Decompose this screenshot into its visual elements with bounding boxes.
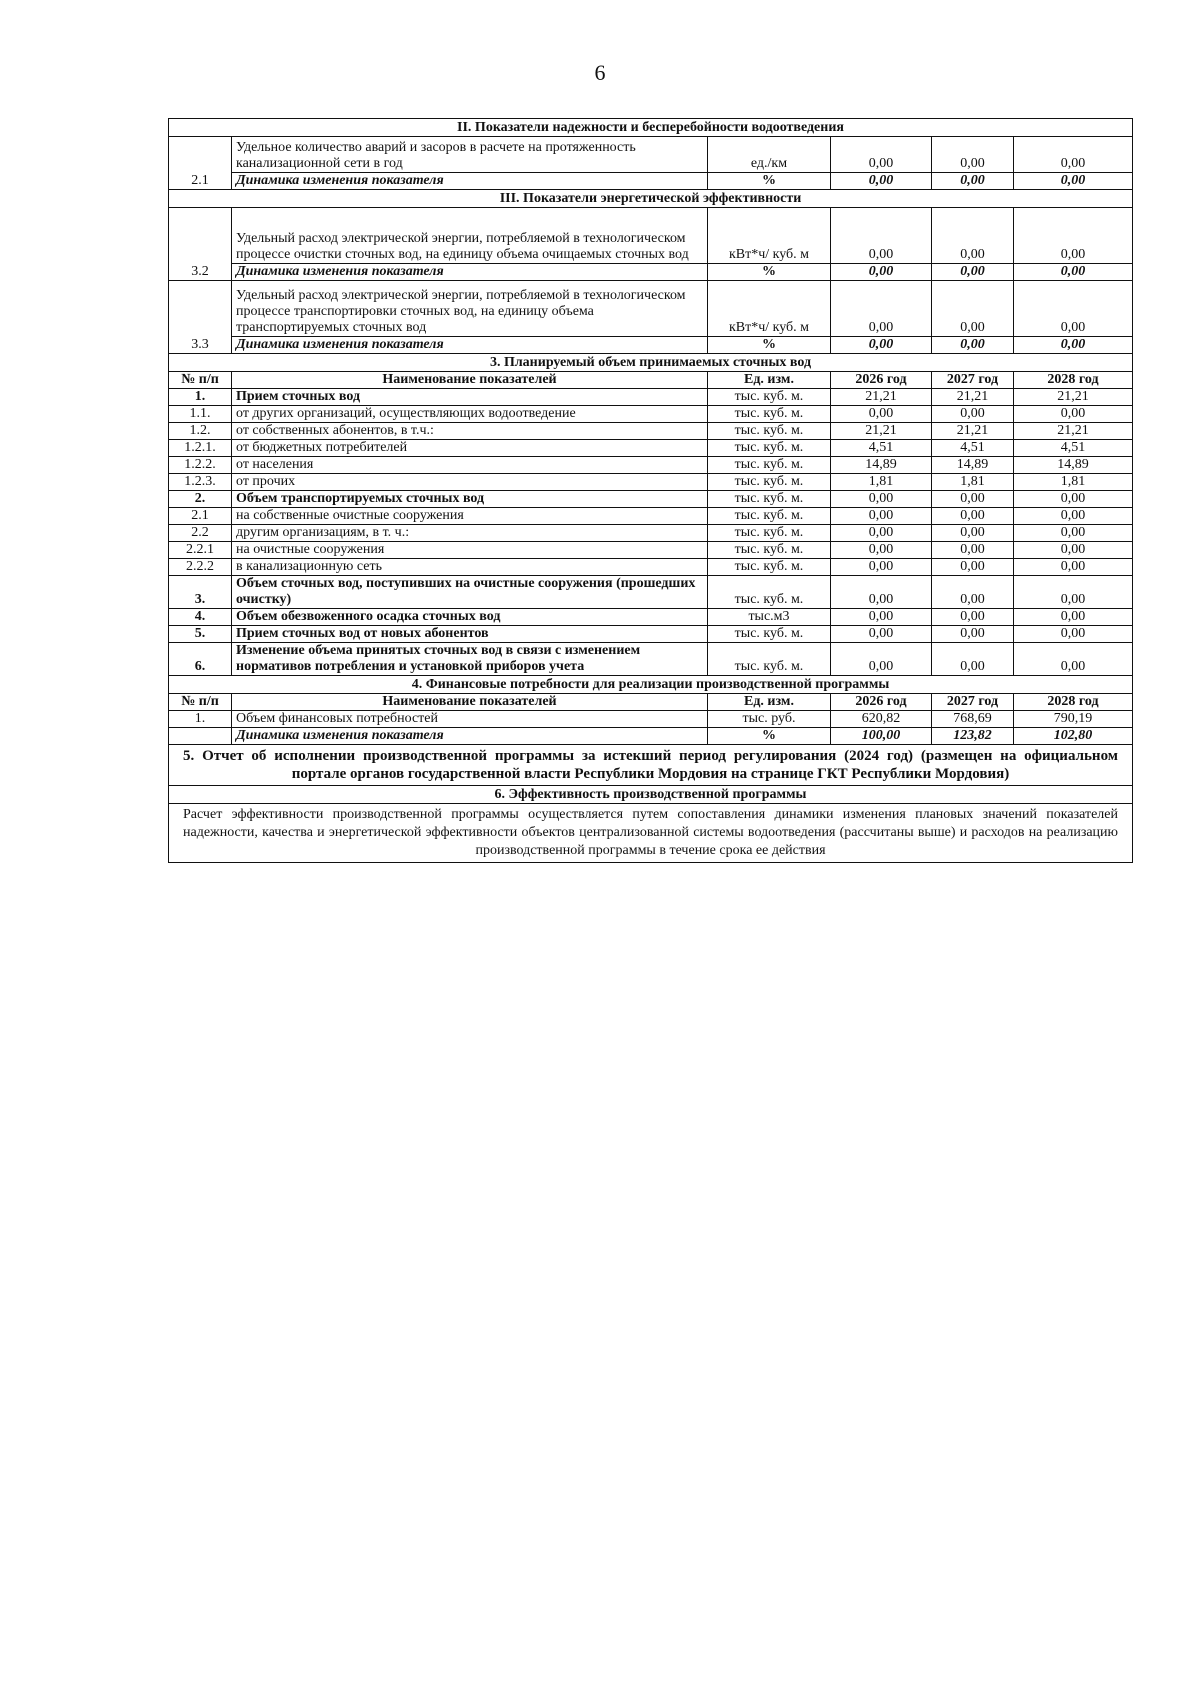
table-row bbox=[169, 576, 1133, 609]
value-2027: 4,51 bbox=[932, 440, 1014, 457]
value-2027: 0,00 bbox=[932, 508, 1014, 525]
indicator-name: Удельный расход электрической энергии, потребляемой в технологическом процессе транспортировки сточных вод, на единицу объема транспортируемых сточных вод bbox=[232, 281, 708, 337]
dynamics-row bbox=[169, 264, 1133, 281]
unit: тыс. руб. bbox=[708, 711, 831, 728]
section-title: III. Показатели энергетической эффективности bbox=[169, 190, 1133, 208]
value-2026: 0,00 bbox=[831, 406, 932, 423]
value-2028: 0,00 bbox=[1014, 137, 1133, 173]
unit: тыс. куб. м. bbox=[708, 576, 831, 609]
unit: тыс. куб. м. bbox=[708, 559, 831, 576]
value-2028: 0,00 bbox=[1014, 337, 1133, 354]
value-2027: 0,00 bbox=[932, 406, 1014, 423]
value-2027: 0,00 bbox=[932, 173, 1014, 190]
value-2028: 0,00 bbox=[1014, 576, 1133, 609]
row-number: 1.2.1. bbox=[169, 440, 232, 457]
table-row bbox=[169, 474, 1133, 491]
indicator-name: Удельный расход электрической энергии, потребляемой в технологическом процессе очистки сточных вод, на единицу объема очищаемых сточных вод bbox=[232, 208, 708, 264]
value-2026: 620,82 bbox=[831, 711, 932, 728]
indicator-name: от населения bbox=[232, 457, 708, 474]
unit: тыс. куб. м. bbox=[708, 406, 831, 423]
table-row bbox=[169, 208, 1133, 264]
row-number: 6. bbox=[169, 643, 232, 676]
value-2027: 0,00 bbox=[932, 208, 1014, 264]
dynamics-row bbox=[169, 173, 1133, 190]
value-2028: 0,00 bbox=[1014, 609, 1133, 626]
section-header bbox=[169, 786, 1133, 804]
unit: тыс. куб. м. bbox=[708, 542, 831, 559]
unit: тыс. куб. м. bbox=[708, 423, 831, 440]
value-2028: 1,81 bbox=[1014, 474, 1133, 491]
value-2028: 0,00 bbox=[1014, 208, 1133, 264]
value-2027: 0,00 bbox=[932, 609, 1014, 626]
indicator-name: на очистные сооружения bbox=[232, 542, 708, 559]
value-2026: 0,00 bbox=[831, 208, 932, 264]
value-2026: 0,00 bbox=[831, 609, 932, 626]
value-2027: 0,00 bbox=[932, 137, 1014, 173]
unit: тыс. куб. м. bbox=[708, 643, 831, 676]
value-2026: 0,00 bbox=[831, 542, 932, 559]
unit: кВт*ч/ куб. м bbox=[708, 281, 831, 337]
indicator-name: от собственных абонентов, в т.ч.: bbox=[232, 423, 708, 440]
table-row bbox=[169, 440, 1133, 457]
value-2026: 0,00 bbox=[831, 508, 932, 525]
value-2027: 0,00 bbox=[932, 281, 1014, 337]
table-row bbox=[169, 643, 1133, 676]
value-2026: 0,00 bbox=[831, 137, 932, 173]
section-header bbox=[169, 354, 1133, 372]
unit: % bbox=[708, 337, 831, 354]
value-2026: 0,00 bbox=[831, 559, 932, 576]
unit: тыс. куб. м. bbox=[708, 525, 831, 542]
value-2028: 0,00 bbox=[1014, 508, 1133, 525]
value-2028: 0,00 bbox=[1014, 406, 1133, 423]
efficiency-row bbox=[169, 804, 1133, 863]
value-2027: 0,00 bbox=[932, 337, 1014, 354]
table-row bbox=[169, 389, 1133, 406]
row-number: 1. bbox=[169, 711, 232, 728]
header-2028: 2028 год bbox=[1014, 372, 1133, 389]
row-number: 2. bbox=[169, 491, 232, 508]
dynamics-row bbox=[169, 337, 1133, 354]
value-2026: 0,00 bbox=[831, 281, 932, 337]
table-row bbox=[169, 711, 1133, 728]
unit: % bbox=[708, 173, 831, 190]
value-2027: 0,00 bbox=[932, 542, 1014, 559]
row-number: 4. bbox=[169, 609, 232, 626]
value-2026: 0,00 bbox=[831, 643, 932, 676]
report-row bbox=[169, 745, 1133, 786]
indicator-name: Удельное количество аварий и засоров в расчете на протяженность канализационной сети в год bbox=[232, 137, 708, 173]
row-number: 5. bbox=[169, 626, 232, 643]
table-row bbox=[169, 626, 1133, 643]
indicator-name: на собственные очистные сооружения bbox=[232, 508, 708, 525]
value-2026: 21,21 bbox=[831, 389, 932, 406]
table-row bbox=[169, 508, 1133, 525]
unit: % bbox=[708, 728, 831, 745]
section-header bbox=[169, 676, 1133, 694]
value-2027: 1,81 bbox=[932, 474, 1014, 491]
row-number: 3.2 bbox=[169, 208, 232, 281]
indicator-name: в канализационную сеть bbox=[232, 559, 708, 576]
header-name: Наименование показателей bbox=[232, 372, 708, 389]
value-2028: 0,00 bbox=[1014, 525, 1133, 542]
value-2026: 14,89 bbox=[831, 457, 932, 474]
value-2028: 790,19 bbox=[1014, 711, 1133, 728]
indicator-name: от прочих bbox=[232, 474, 708, 491]
efficiency-text: Расчет эффективности производственной программы осуществляется путем сопоставления динамики изменения плановых значений показателей надежности, качества и энергетической эффективности объектов централизованной системы водоотведения (рассчитаны выше) и расходов на реализацию производственной программы в течение срока ее действия bbox=[169, 804, 1133, 863]
table-row bbox=[169, 559, 1133, 576]
value-2027: 0,00 bbox=[932, 643, 1014, 676]
unit: тыс. куб. м. bbox=[708, 457, 831, 474]
dynamics-label: Динамика изменения показателя bbox=[232, 173, 708, 190]
indicator-name: от бюджетных потребителей bbox=[232, 440, 708, 457]
row-number: 1.1. bbox=[169, 406, 232, 423]
section-title: II. Показатели надежности и бесперебойности водоотведения bbox=[169, 119, 1133, 137]
value-2026: 4,51 bbox=[831, 440, 932, 457]
header-2027: 2027 год bbox=[932, 694, 1014, 711]
section-header bbox=[169, 190, 1133, 208]
dynamics-row bbox=[169, 728, 1133, 745]
table-row bbox=[169, 491, 1133, 508]
row-number: 2.2 bbox=[169, 525, 232, 542]
value-2028: 21,21 bbox=[1014, 423, 1133, 440]
section-header bbox=[169, 119, 1133, 137]
value-2027: 123,82 bbox=[932, 728, 1014, 745]
value-2027: 0,00 bbox=[932, 559, 1014, 576]
value-2028: 21,21 bbox=[1014, 389, 1133, 406]
row-number: 2.1 bbox=[169, 508, 232, 525]
unit: тыс. куб. м. bbox=[708, 508, 831, 525]
unit: тыс.м3 bbox=[708, 609, 831, 626]
unit: тыс. куб. м. bbox=[708, 474, 831, 491]
row-number: 1. bbox=[169, 389, 232, 406]
table-row bbox=[169, 281, 1133, 337]
table-row bbox=[169, 423, 1133, 440]
value-2027: 0,00 bbox=[932, 576, 1014, 609]
value-2028: 0,00 bbox=[1014, 559, 1133, 576]
column-header-row bbox=[169, 694, 1133, 711]
table-row bbox=[169, 609, 1133, 626]
value-2026: 0,00 bbox=[831, 626, 932, 643]
value-2028: 14,89 bbox=[1014, 457, 1133, 474]
unit: ед./км bbox=[708, 137, 831, 173]
value-2028: 102,80 bbox=[1014, 728, 1133, 745]
unit: тыс. куб. м. bbox=[708, 491, 831, 508]
value-2028: 0,00 bbox=[1014, 264, 1133, 281]
row-number: 1.2.2. bbox=[169, 457, 232, 474]
value-2026: 0,00 bbox=[831, 173, 932, 190]
unit: тыс. куб. м. bbox=[708, 389, 831, 406]
section-title: 4. Финансовые потребности для реализации производственной программы bbox=[169, 676, 1133, 694]
table-row bbox=[169, 457, 1133, 474]
unit: кВт*ч/ куб. м bbox=[708, 208, 831, 264]
row-number: 2.2.1 bbox=[169, 542, 232, 559]
header-2027: 2027 год bbox=[932, 372, 1014, 389]
indicator-name: Объем финансовых потребностей bbox=[232, 711, 708, 728]
section-title: 3. Планируемый объем принимаемых сточных вод bbox=[169, 354, 1133, 372]
value-2028: 0,00 bbox=[1014, 626, 1133, 643]
indicator-name: другим организациям, в т. ч.: bbox=[232, 525, 708, 542]
row-number: 2.1 bbox=[169, 137, 232, 190]
row-number: 3. bbox=[169, 576, 232, 609]
value-2026: 1,81 bbox=[831, 474, 932, 491]
dynamics-label: Динамика изменения показателя bbox=[232, 337, 708, 354]
table-row bbox=[169, 542, 1133, 559]
indicator-name: от других организаций, осуществляющих водоотведение bbox=[232, 406, 708, 423]
value-2027: 768,69 bbox=[932, 711, 1014, 728]
value-2027: 14,89 bbox=[932, 457, 1014, 474]
value-2026: 0,00 bbox=[831, 337, 932, 354]
value-2027: 0,00 bbox=[932, 626, 1014, 643]
indicator-name: Изменение объема принятых сточных вод в связи с изменением нормативов потребления и установкой приборов учета bbox=[232, 643, 708, 676]
value-2028: 4,51 bbox=[1014, 440, 1133, 457]
indicators-table bbox=[168, 118, 1133, 863]
value-2026: 0,00 bbox=[831, 491, 932, 508]
value-2026: 0,00 bbox=[831, 264, 932, 281]
value-2028: 0,00 bbox=[1014, 491, 1133, 508]
row-number: 1.2.3. bbox=[169, 474, 232, 491]
unit: % bbox=[708, 264, 831, 281]
value-2026: 100,00 bbox=[831, 728, 932, 745]
value-2027: 21,21 bbox=[932, 423, 1014, 440]
header-number: № п/п bbox=[169, 694, 232, 711]
table-row bbox=[169, 406, 1133, 423]
indicator-name: Объем транспортируемых сточных вод bbox=[232, 491, 708, 508]
table-row bbox=[169, 137, 1133, 173]
column-header-row bbox=[169, 372, 1133, 389]
indicator-name: Объем обезвоженного осадка сточных вод bbox=[232, 609, 708, 626]
header-2028: 2028 год bbox=[1014, 694, 1133, 711]
section-title: 6. Эффективность производственной программы bbox=[169, 786, 1133, 804]
value-2026: 0,00 bbox=[831, 525, 932, 542]
header-unit: Ед. изм. bbox=[708, 372, 831, 389]
indicator-name: Прием сточных вод bbox=[232, 389, 708, 406]
indicator-name: Прием сточных вод от новых абонентов bbox=[232, 626, 708, 643]
unit: тыс. куб. м. bbox=[708, 626, 831, 643]
value-2027: 0,00 bbox=[932, 525, 1014, 542]
row-number: 1.2. bbox=[169, 423, 232, 440]
value-2028: 0,00 bbox=[1014, 643, 1133, 676]
value-2027: 21,21 bbox=[932, 389, 1014, 406]
row-number: 3.3 bbox=[169, 281, 232, 354]
value-2028: 0,00 bbox=[1014, 542, 1133, 559]
header-2026: 2026 год bbox=[831, 372, 932, 389]
report-text: 5. Отчет об исполнении производственной программы за истекший период регулирования (2024 год) (размещен на официальном портале органов государственной власти Республики Мордовия на странице ГКТ Республики Мордовия) bbox=[169, 745, 1133, 786]
header-2026: 2026 год bbox=[831, 694, 932, 711]
dynamics-label: Динамика изменения показателя bbox=[232, 264, 708, 281]
row-number: 2.2.2 bbox=[169, 559, 232, 576]
page-number: 6 bbox=[594, 60, 606, 85]
value-2027: 0,00 bbox=[932, 491, 1014, 508]
value-2027: 0,00 bbox=[932, 264, 1014, 281]
indicator-name: Объем сточных вод, поступивших на очистные сооружения (прошедших очистку) bbox=[232, 576, 708, 609]
unit: тыс. куб. м. bbox=[708, 440, 831, 457]
header-name: Наименование показателей bbox=[232, 694, 708, 711]
dynamics-label: Динамика изменения показателя bbox=[232, 728, 708, 745]
volume-rows bbox=[169, 389, 1133, 676]
header-unit: Ед. изм. bbox=[708, 694, 831, 711]
value-2026: 21,21 bbox=[831, 423, 932, 440]
value-2028: 0,00 bbox=[1014, 281, 1133, 337]
header-number: № п/п bbox=[169, 372, 232, 389]
table-row bbox=[169, 525, 1133, 542]
row-number bbox=[169, 728, 232, 745]
value-2026: 0,00 bbox=[831, 576, 932, 609]
value-2028: 0,00 bbox=[1014, 173, 1133, 190]
